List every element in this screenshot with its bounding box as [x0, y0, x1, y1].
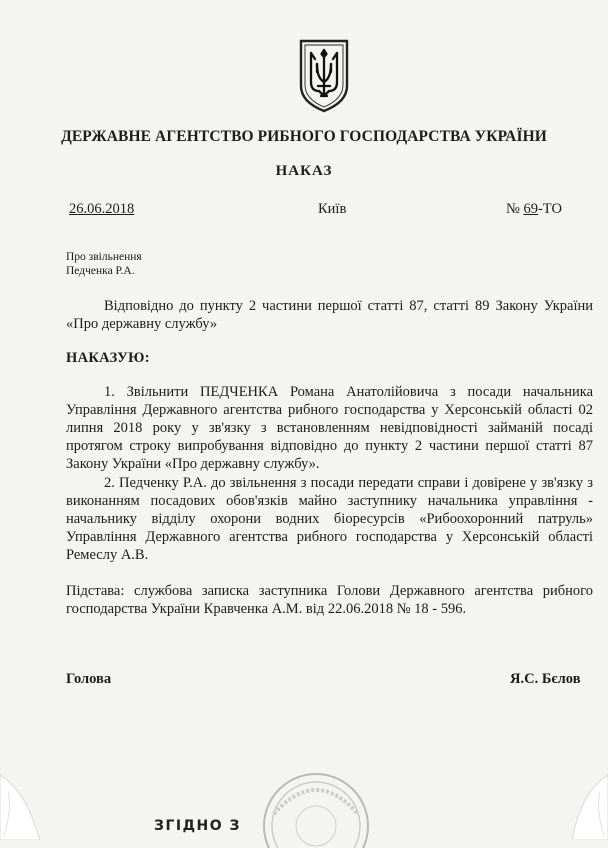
round-stamp-icon	[252, 758, 377, 848]
order-item: 2. Педченку Р.А. до звільнення з посади передати справи і довірене у зв'язку з виконанням посадових обов'язків майно заступнику начальника управління - начальнику відділу охорони водних біоресурсів «Рибоохоронний патруль» Управління Державного агентства рибного господарства у Херсонській області Ремеслу А.В.	[66, 475, 593, 563]
basis-paragraph: Підстава: службова записка заступника Голови Державного агентства рибного господарства України Кравченка А.М. від 22.06.2018 № 18 - 596.	[66, 583, 593, 617]
page-curl-decoration	[572, 765, 608, 840]
order-number-value: 69	[523, 201, 538, 217]
intro-paragraph: Відповідно до пункту 2 частини першої статті 87, статті 89 Закону України «Про державну службу»	[66, 298, 593, 332]
order-subject	[66, 250, 142, 278]
order-word: НАКАЗУЮ:	[66, 350, 150, 366]
order-number	[506, 201, 562, 218]
signatory-name: Я.С. Бєлов	[510, 671, 581, 687]
agency-name: ДЕРЖАВНЕ АГЕНТСТВО РИБНОГО ГОСПОДАРСТВА УКРАЇНИ	[61, 128, 547, 145]
order-number-prefix: №	[506, 201, 524, 217]
order-number-suffix: -ТО	[537, 201, 562, 217]
order-date: 26.06.2018	[69, 201, 135, 217]
approval-stamp-text: ЗГІДНО З	[154, 818, 241, 834]
subject-line: Про звільнення	[66, 251, 142, 263]
order-item: 1. Звільнити ПЕДЧЕНКА Романа Анатолійовича з посади начальника Управління Державного агентства рибного господарства у Херсонській області 02 липня 2018 року у зв'язку з встановленням невідповідності займаній посаді протягом строку випробування відповідно до пункту 2 частини першої статті 87 Закону України «Про державну службу».	[66, 384, 593, 472]
signatory-title: Голова	[66, 671, 112, 687]
subject-line: Педченка Р.А.	[66, 265, 135, 277]
document-type: НАКАЗ	[275, 163, 333, 179]
order-city: Київ	[318, 201, 347, 217]
page-curl-decoration	[0, 765, 40, 840]
coat-of-arms-trident-icon	[298, 38, 350, 114]
